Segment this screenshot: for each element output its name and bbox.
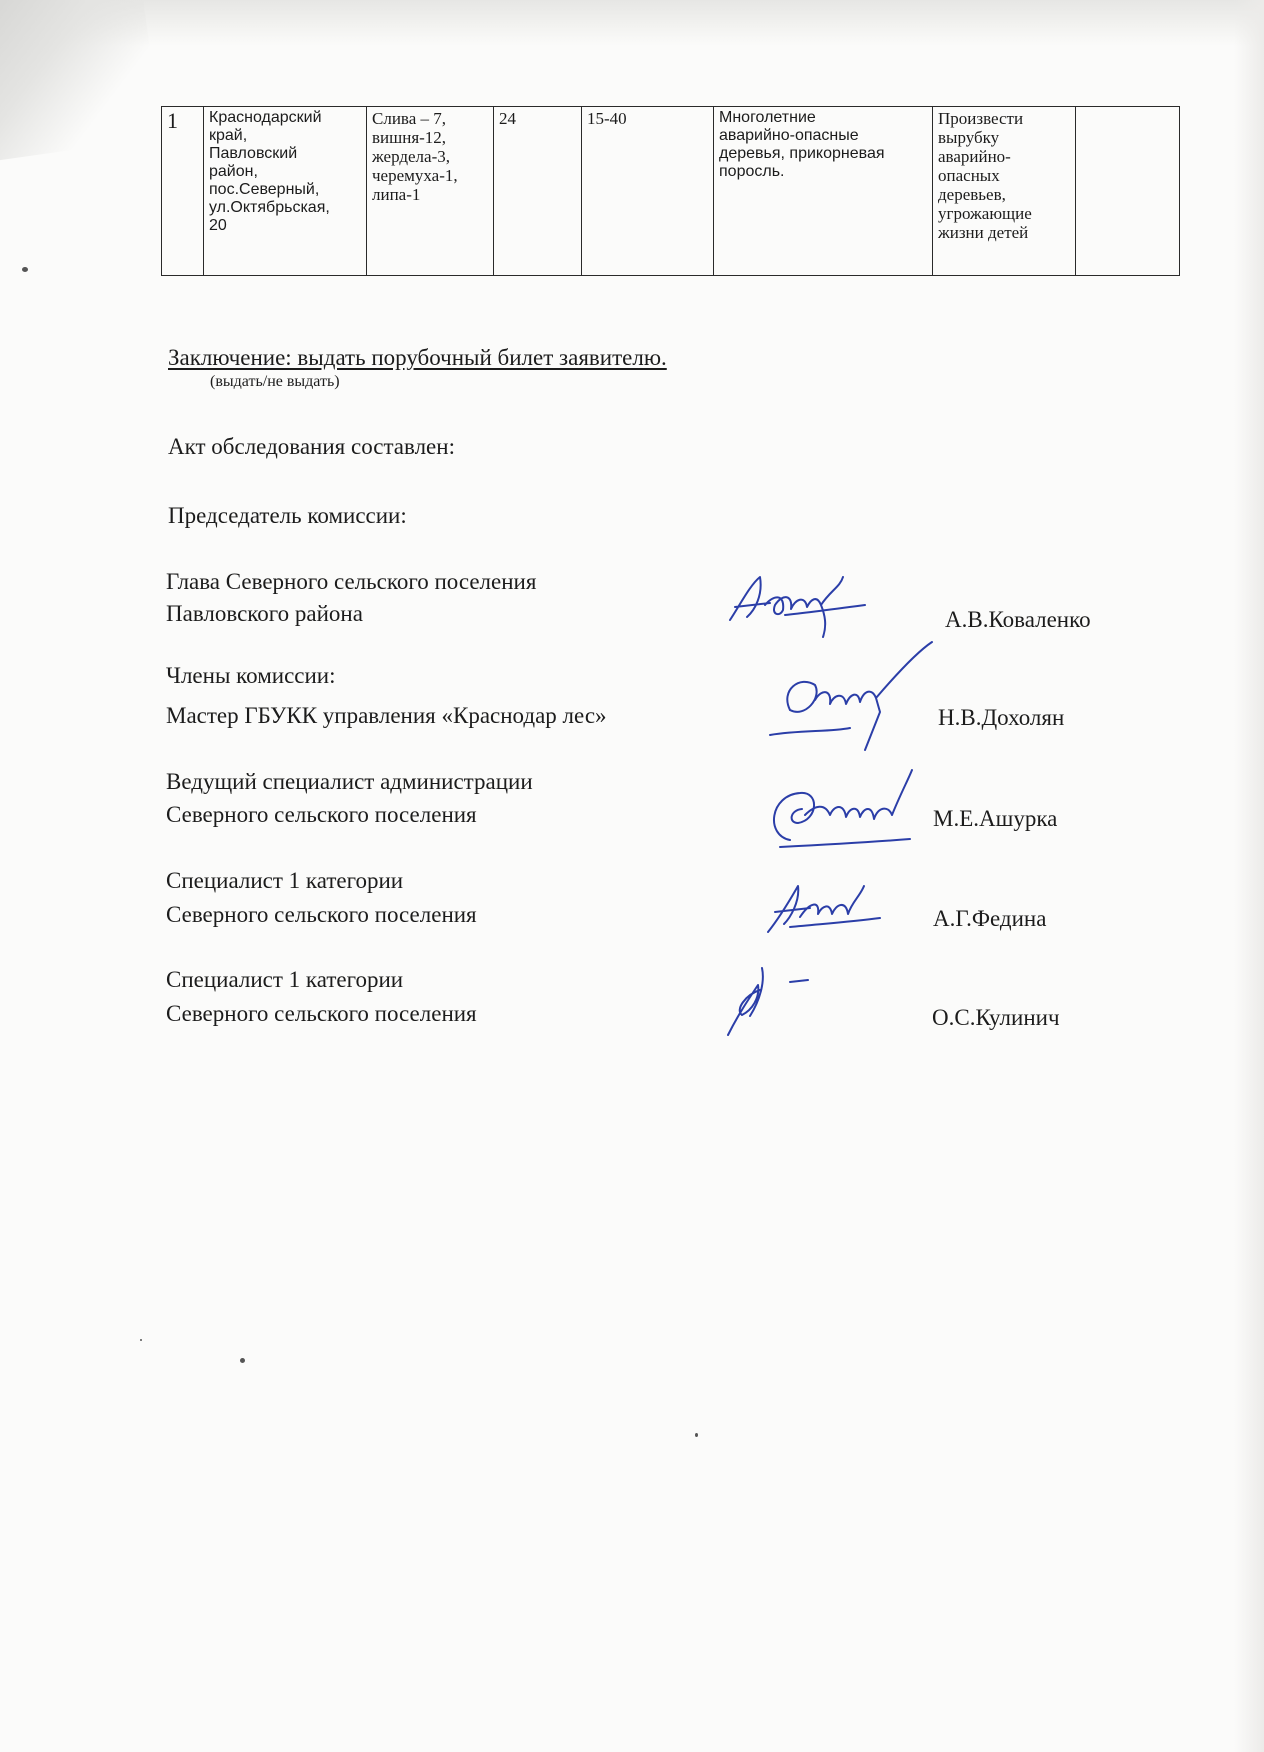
chairman-heading: Председатель комиссии: bbox=[168, 503, 407, 528]
row-number-cell bbox=[162, 107, 204, 276]
scan-speck bbox=[695, 1433, 698, 1437]
member-position-line2: Северного сельского поселения bbox=[166, 802, 477, 827]
member-name: М.Е.Ашурка bbox=[933, 806, 1058, 831]
member-position-line1: Специалист 1 категории bbox=[166, 967, 404, 992]
count-cell bbox=[494, 107, 582, 276]
conclusion-text: Заключение: выдать порубочный билет заявителю. bbox=[168, 345, 667, 370]
scan-shadow-right bbox=[1234, 0, 1264, 1752]
member-signature bbox=[760, 872, 890, 942]
trees-table bbox=[161, 106, 1180, 276]
condition-text: Многолетние аварийно-опасные деревья, прикорневая поросль. bbox=[719, 109, 885, 180]
action-text: Произвести вырубку аварийно- опасных деревьев, угрожающие жизни детей bbox=[938, 109, 1032, 242]
member-name: Н.В.Дохолян bbox=[938, 705, 1065, 730]
member-position-line2: Северного сельского поселения bbox=[166, 902, 477, 927]
members-heading: Члены комиссии: bbox=[166, 663, 336, 688]
scan-shadow-top bbox=[0, 0, 1264, 46]
diameter-cell bbox=[582, 107, 714, 276]
chairman-position-line1: Глава Северного сельского поселения bbox=[166, 569, 537, 594]
diameter-range: 15-40 bbox=[587, 109, 627, 128]
species-cell bbox=[367, 107, 494, 276]
scan-shadow-corner bbox=[0, 0, 162, 161]
conclusion-hint: (выдать/не выдать) bbox=[210, 373, 340, 390]
condition-cell bbox=[714, 107, 933, 276]
member-name: А.Г.Федина bbox=[933, 906, 1047, 931]
note-cell bbox=[1076, 107, 1180, 276]
chairman-signature bbox=[725, 565, 875, 645]
action-cell bbox=[933, 107, 1076, 276]
member-position-line1: Ведущий специалист администрации bbox=[166, 769, 533, 794]
member-name: О.С.Кулинич bbox=[932, 1005, 1060, 1030]
scan-speck bbox=[22, 267, 28, 272]
scan-speck bbox=[240, 1358, 245, 1363]
conclusion bbox=[168, 345, 667, 371]
member-position-line1: Специалист 1 категории bbox=[166, 868, 404, 893]
member-signature bbox=[720, 960, 820, 1040]
chairman-name: А.В.Коваленко bbox=[945, 607, 1091, 632]
table-row bbox=[162, 107, 1180, 276]
address-text: Краснодарский край, Павловский район, пос.Северный, ул.Октябрьская, 20 bbox=[209, 109, 330, 234]
address-cell bbox=[204, 107, 367, 276]
member-position-line1: Мастер ГБУКК управления «Краснодар лес» bbox=[166, 703, 607, 728]
species-text: Слива – 7, вишня-12, жердела-3, черемуха-1, липа-1 bbox=[372, 109, 458, 204]
act-composed-heading: Акт обследования составлен: bbox=[168, 434, 455, 459]
tree-count: 24 bbox=[499, 109, 516, 128]
row-number: 1 bbox=[167, 108, 178, 133]
member-signature bbox=[760, 640, 940, 760]
scan-speck bbox=[140, 1339, 142, 1341]
chairman-position-line2: Павловского района bbox=[166, 601, 363, 626]
member-position-line2: Северного сельского поселения bbox=[166, 1001, 477, 1026]
member-signature bbox=[760, 765, 920, 855]
